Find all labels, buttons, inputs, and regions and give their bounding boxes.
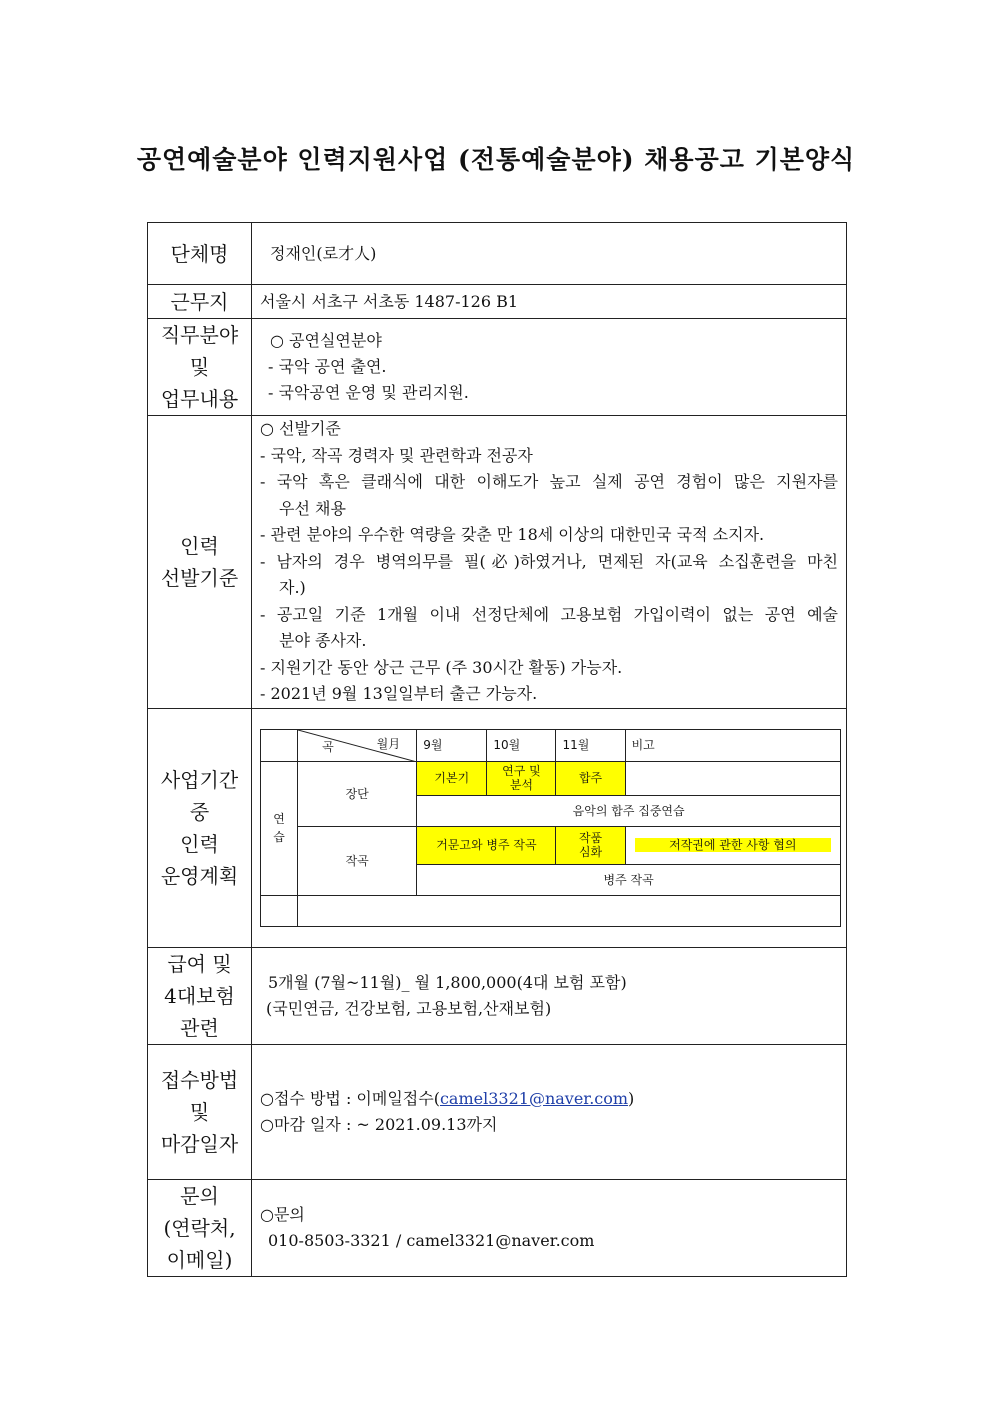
plan-value [252, 708, 847, 947]
jakgok-row [261, 826, 841, 864]
contact-label [148, 1179, 252, 1276]
jakgok-nov-line: 작품 [578, 831, 603, 845]
plan-label [148, 708, 252, 947]
pay-label [148, 947, 252, 1044]
schedule-table [260, 729, 841, 927]
jakgok-label: 작곡 [298, 826, 417, 895]
schedule-header-row [261, 729, 841, 761]
song-axis-label: 곡 [322, 740, 334, 754]
apply-label-line: 및 [189, 1099, 210, 1124]
header-october: 10월 [487, 729, 556, 761]
jangdan-nov: 합주 [556, 761, 625, 795]
jakgok-nov-line: 심화 [578, 845, 603, 859]
header-november: 11월 [556, 729, 625, 761]
plan-row [148, 708, 847, 947]
selection-item: - 2021년 9월 13일일부터 출근 가능자. [260, 684, 538, 703]
location-value: 서울시 서초구 서초동 1487-126 B1 [252, 285, 847, 319]
org-row [148, 223, 847, 285]
practice-group-label [261, 761, 298, 895]
org-label: 단체명 [148, 223, 252, 285]
jangdan-sub: 음악의 합주 집중연습 [417, 795, 841, 826]
pay-value [252, 947, 847, 1044]
empty-cell [261, 895, 298, 926]
jakgok-note-text: 저작권에 관한 사항 협의 [635, 838, 831, 852]
jangdan-row [261, 761, 841, 795]
selection-value [252, 416, 847, 709]
duty-label-line: 업무내용 [160, 387, 239, 411]
jakgok-nov [556, 826, 625, 864]
schedule-corner [261, 729, 298, 761]
job-posting-table [147, 222, 847, 1277]
practice-group-char: 연 [273, 812, 285, 826]
apply-label-line: 마감일자 [160, 1131, 239, 1156]
selection-item-continued: 자.) [279, 578, 306, 597]
duty-item: - 국악공연 운영 및 관리지원. [268, 383, 469, 402]
duty-heading: ○ 공연실연분야 [270, 331, 382, 350]
empty-cell [298, 895, 841, 926]
jakgok-sep-oct: 거문고와 병주 작곡 [417, 826, 556, 864]
plan-label-line: 중 [189, 799, 210, 824]
apply-method-prefix: ○접수 방법 : 이메일접수( [260, 1088, 440, 1108]
org-name: 정재인(로才人) [270, 243, 377, 263]
selection-item-continued: 분야 종사자. [279, 631, 367, 650]
pay-line: (국민연금, 건강보험, 고용보험,산재보험) [266, 998, 552, 1018]
pay-row [148, 947, 847, 1044]
selection-item: - 관련 분야의 우수한 역량을 갖춘 만 18세 이상의 대한민국 국적 소지자. [260, 525, 765, 544]
selection-item: - 공고일 기준 1개월 이내 선정단체에 고용보험 가입이력이 없는 공연 예술 [260, 604, 838, 624]
selection-item: - 국악 혹은 클래식에 대한 이해도가 높고 실제 공연 경험이 많은 지원자를 [260, 472, 838, 491]
duty-label [148, 319, 252, 416]
month-axis-label: 월月 [376, 737, 401, 751]
selection-heading: ○ 선발기준 [260, 419, 341, 438]
selection-label-line: 선발기준 [160, 565, 239, 590]
practice-group-char: 습 [273, 830, 285, 844]
contact-row [148, 1179, 847, 1276]
jangdan-oct-line: 분석 [509, 778, 534, 792]
apply-method-suffix: ) [628, 1088, 635, 1108]
duty-label-line: 및 [189, 355, 210, 379]
apply-row [148, 1044, 847, 1179]
selection-label [148, 416, 252, 709]
apply-deadline: ○마감 일자 : ~ 2021.09.13까지 [260, 1114, 498, 1134]
header-september: 9월 [417, 729, 487, 761]
duty-row [148, 319, 847, 416]
apply-method [260, 1086, 838, 1112]
apply-label [148, 1044, 252, 1179]
jakgok-sub: 병주 작곡 [417, 864, 841, 895]
apply-email-link[interactable]: camel3321@naver.com [439, 1088, 629, 1108]
plan-label-line: 운영계획 [160, 863, 239, 888]
jangdan-label: 장단 [298, 761, 417, 826]
contact-line: 010-8503-3321 / camel3321@naver.com [268, 1230, 595, 1250]
org-value [252, 223, 847, 285]
selection-row [148, 416, 847, 709]
jangdan-note [625, 761, 840, 795]
selection-item: - 지원기간 동안 상근 근무 (주 30시간 활동) 가능자. [260, 657, 623, 677]
selection-item: - 남자의 경우 병역의무를 필(必)하였거나, 면제된 자(교육 소집훈련을 마친 [260, 551, 838, 571]
duty-value [252, 319, 847, 416]
location-label: 근무지 [148, 285, 252, 319]
schedule-empty-row [261, 895, 841, 926]
header-note: 비고 [625, 729, 840, 761]
pay-line: 5개월 (7월~11월)_ 월 1,800,000(4대 보험 포함) [268, 972, 627, 992]
jangdan-sep: 기본기 [417, 761, 487, 795]
selection-label-line: 인력 [180, 533, 219, 558]
pay-label-line: 급여 및 [167, 951, 232, 976]
pay-label-line: 관련 [180, 1015, 219, 1040]
plan-label-line: 인력 [180, 831, 219, 856]
contact-heading: ○문의 [260, 1204, 305, 1224]
jangdan-oct-line: 연구 및 [502, 764, 541, 778]
selection-item: - 국악, 작곡 경력자 및 관련학과 전공자 [260, 445, 533, 465]
contact-label-line: 이메일) [166, 1247, 233, 1272]
schedule-diagonal-header [298, 729, 417, 761]
jangdan-oct [487, 761, 556, 795]
page-title: 공연예술분야 인력지원사업 (전통예술분야) 채용공고 기본양식 [136, 145, 856, 174]
plan-label-line: 사업기간 [160, 767, 239, 792]
duty-item: - 국악 공연 출연. [268, 357, 387, 376]
apply-value [252, 1044, 847, 1179]
contact-label-line: 문의 [180, 1183, 219, 1208]
location-row [148, 285, 847, 319]
selection-item-continued: 우선 채용 [279, 498, 346, 518]
duty-label-line: 직무분야 [160, 323, 239, 347]
pay-label-line: 4대보험 [164, 983, 235, 1008]
jakgok-note [625, 826, 840, 864]
contact-label-line: (연락처, [163, 1215, 236, 1240]
contact-value [252, 1179, 847, 1276]
apply-label-line: 접수방법 [160, 1067, 239, 1092]
